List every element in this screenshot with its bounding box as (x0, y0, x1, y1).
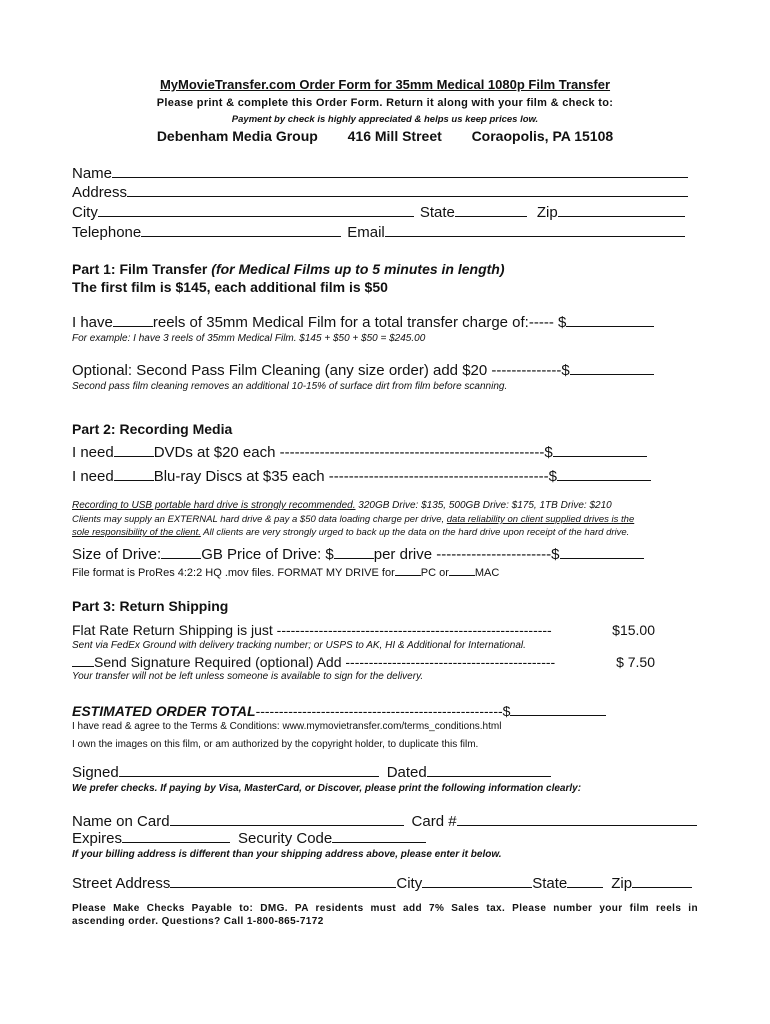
expires-row (72, 830, 426, 847)
card-name-label: Name on Card (72, 813, 170, 830)
expires-label: Expires (72, 830, 123, 847)
cleaning-note: Second pass film cleaning removes an additional 10-15% of surface dirt from film before scanning. (72, 381, 508, 392)
checks-note: We prefer checks. If paying by Visa, MasterCard, or Discover, please print the following information clearly: (72, 783, 582, 794)
billing-state-label: State (532, 875, 568, 892)
zip-field[interactable] (558, 204, 685, 217)
address-row (72, 184, 688, 201)
usb-recommendation (72, 500, 612, 511)
drive-size-label: Size of Drive: (72, 546, 162, 563)
flat-rate-row (72, 622, 655, 638)
card-name-field[interactable] (170, 813, 404, 826)
state-field[interactable] (455, 204, 527, 217)
total-field[interactable] (510, 703, 606, 716)
telephone-field[interactable] (141, 224, 341, 237)
bluray-charge-field[interactable] (557, 468, 651, 481)
expires-field[interactable] (122, 830, 230, 843)
drive-size-row (72, 546, 644, 563)
drive-price-field[interactable] (334, 546, 374, 559)
signed-label: Signed (72, 764, 119, 781)
part1-heading-text: Part 1: Film Transfer (72, 261, 212, 277)
reels-text-a: I have (72, 314, 113, 331)
drive-charge-field[interactable] (560, 546, 644, 559)
reels-count-field[interactable] (113, 314, 153, 327)
email-label: Email (347, 224, 385, 241)
signature-price: $ 7.50 (616, 654, 655, 670)
billing-street-label: Street Address (72, 875, 171, 892)
signature-check-field[interactable] (72, 654, 94, 667)
card-number-label: Card # (411, 813, 457, 830)
name-field[interactable] (112, 165, 688, 178)
format-text: File format is ProRes 4:2:2 HQ .mov files. FORMAT MY DRIVE for (72, 567, 395, 579)
state-label: State (419, 204, 455, 221)
format-pc-label: PC or (420, 567, 449, 579)
card-number-field[interactable] (457, 813, 697, 826)
total-row (72, 703, 606, 719)
flat-rate-text: Flat Rate Return Shipping is just ----------------------------------------------------------- (72, 622, 552, 638)
billing-note: If your billing address is different than your shipping address above, please enter it below. (72, 849, 502, 860)
part2-heading: Part 2: Recording Media (72, 421, 233, 437)
city-field[interactable] (98, 204, 414, 217)
reels-row (72, 314, 654, 331)
reels-text-b: reels of 35mm Medical Film for a total transfer charge of:----- $ (152, 314, 567, 331)
billing-street-field[interactable] (170, 875, 396, 888)
reels-example: For example: I have 3 reels of 35mm Medical Film. $145 + $50 + $50 = $245.00 (72, 333, 426, 344)
dvd-count-field[interactable] (114, 444, 154, 457)
billing-state-field[interactable] (567, 875, 603, 888)
email-field[interactable] (385, 224, 685, 237)
telephone-label: Telephone (72, 224, 142, 241)
format-row (72, 565, 499, 579)
format-mac-field[interactable] (449, 565, 475, 576)
instruction-text: Please print & complete this Order Form. Return it along with your film & check to: (156, 97, 614, 109)
payment-note: Payment by check is highly appreciated & helps us keep prices low. (231, 114, 539, 125)
format-mac-label: MAC (474, 567, 500, 579)
drive-per-text: per drive -----------------------$ (373, 546, 560, 563)
responsibility-b: All clients are very strongly urged to back up the data on the hard drive upon receipt of the hard drive. (200, 527, 630, 538)
signature-row (72, 654, 655, 670)
dvd-text: DVDs at $20 each -----------------------------------------------------$ (153, 444, 553, 461)
billing-zip-label: Zip (611, 875, 633, 892)
billing-city-field[interactable] (422, 875, 532, 888)
cleaning-charge-field[interactable] (570, 362, 654, 375)
footer-line-2: ascending order. Questions? Call 1-800-865-7172 (72, 916, 324, 927)
bluray-text: Blu-ray Discs at $35 each --------------------------------------------$ (153, 468, 557, 485)
billing-address-row (72, 875, 692, 892)
bluray-count-field[interactable] (114, 468, 154, 481)
mailing-address (0, 128, 770, 144)
flat-rate-price: $15.00 (612, 622, 655, 638)
usb-prices: 320GB Drive: $135, 500GB Drive: $175, 1TB Drive: $210 (355, 500, 612, 511)
bluray-row (72, 468, 651, 485)
responsibility-a: sole responsibility of the client. (72, 527, 201, 538)
telephone-row (72, 224, 685, 241)
cleaning-text: Optional: Second Pass Film Cleaning (any size order) add $20 --------------$ (72, 362, 570, 379)
company-street: 416 Mill Street (347, 128, 442, 144)
format-pc-field[interactable] (395, 565, 421, 576)
dated-label: Dated (386, 764, 427, 781)
total-label: ESTIMATED ORDER TOTAL (72, 703, 256, 719)
fedex-note: Sent via FedEx Ground with delivery tracking number; or USPS to AK, HI & Additional for International. (72, 640, 526, 651)
billing-zip-field[interactable] (632, 875, 692, 888)
bluray-need-label: I need (72, 468, 114, 485)
dvd-charge-field[interactable] (553, 444, 647, 457)
clients-note (72, 514, 634, 525)
signed-field[interactable] (119, 764, 379, 777)
address-field[interactable] (127, 184, 688, 197)
card-name-row (72, 813, 697, 830)
security-field[interactable] (332, 830, 426, 843)
cleaning-row (72, 362, 654, 379)
company-name: Debenham Media Group (156, 128, 318, 144)
part3-heading: Part 3: Return Shipping (72, 598, 229, 614)
dvd-row (72, 444, 647, 461)
form-title: MyMovieTransfer.com Order Form for 35mm Medical 1080p Film Transfer (159, 77, 611, 92)
terms-text: I have read & agree to the Terms & Conditions: www.mymovietransfer.com/terms_conditions.html (72, 721, 502, 732)
usb-recommend-text: Recording to USB portable hard drive is strongly recommended. (72, 500, 356, 511)
signature-note: Your transfer will not be left unless someone is available to sign for the delivery. (72, 671, 424, 682)
billing-city-label: City (396, 875, 423, 892)
drive-price-label: GB Price of Drive: $ (201, 546, 334, 563)
dated-field[interactable] (427, 764, 551, 777)
address-label: Address (72, 184, 128, 201)
clients-note-a: Clients may supply an EXTERNAL hard drive & pay a $50 data loading charge per drive, (72, 514, 447, 525)
name-label: Name (72, 165, 113, 182)
responsibility-note (72, 527, 629, 538)
reels-charge-field[interactable] (566, 314, 654, 327)
drive-size-field[interactable] (161, 546, 201, 559)
part1-price-line: The first film is $145, each additional film is $50 (72, 279, 388, 295)
part1-heading-italic: (for Medical Films up to 5 minutes in length) (211, 261, 505, 277)
total-dashes: -----------------------------------------------------$ (255, 703, 511, 719)
city-row (72, 204, 685, 221)
clients-note-b: data reliability on client supplied drives is the (446, 514, 635, 525)
part1-heading (72, 261, 505, 277)
footer-line-1: Please Make Checks Payable to: DMG. PA residents must add 7% Sales tax. Please number your film reels in (72, 903, 698, 914)
name-row (72, 165, 688, 182)
zip-label: Zip (536, 204, 558, 221)
signed-row (72, 764, 551, 781)
security-label: Security Code (238, 830, 333, 847)
company-city: Coraopolis, PA 15108 (471, 128, 614, 144)
signature-text: Send Signature Required (optional) Add --------------------------------------------- (94, 654, 556, 670)
dvd-need-label: I need (72, 444, 114, 461)
city-label: City (72, 204, 98, 221)
ownership-text: I own the images on this film, or am authorized by the copyright holder, to duplicate this film. (72, 739, 479, 750)
